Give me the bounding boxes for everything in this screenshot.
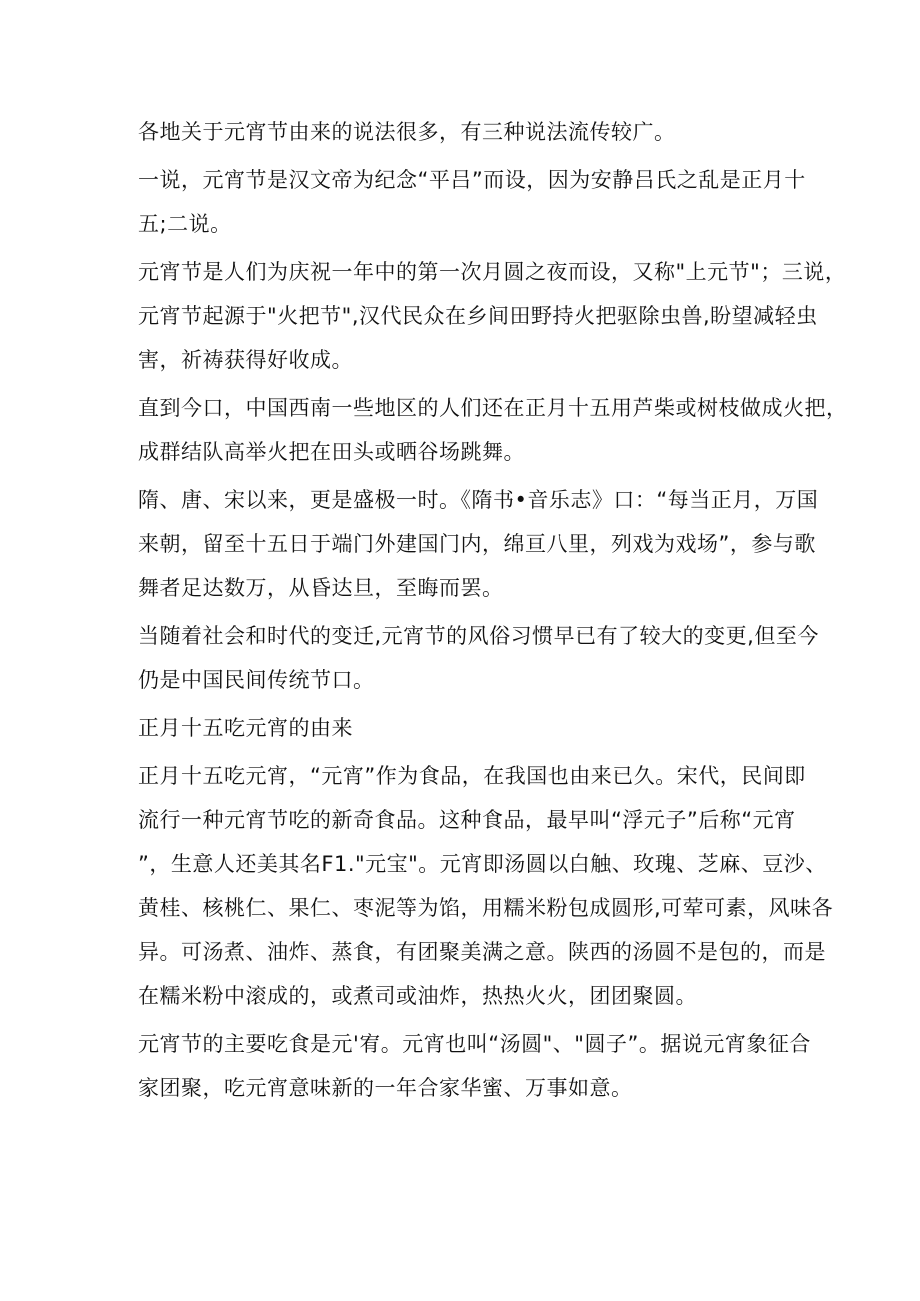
paragraph-second-third-theory bbox=[138, 250, 847, 382]
text-line: 舞者足达数万，从昏达旦，至晦而罢。 bbox=[138, 576, 504, 600]
text-line: 仍是中国民间传统节口。 bbox=[138, 668, 375, 692]
text-line: 黄桂、核桃仁、果仁、枣泥等为馅，用糯米粉包成圆形,可荤可素，风味各 bbox=[138, 896, 834, 920]
text-line: 在糯米粉中滚成的，或煮司或油炸，热热火火，团团聚圆。 bbox=[138, 984, 697, 1008]
text-line: 正月十五吃元宵的由来 bbox=[138, 716, 353, 740]
text-line: 家团聚，吃元宵意味新的一年合家华蜜、万事如意。 bbox=[138, 1076, 633, 1100]
text-line: 直到今口，中国西南一些地区的人们还在正月十五用芦柴或树枝做成火把， bbox=[138, 396, 848, 420]
paragraph-yuanxiao-food bbox=[138, 754, 834, 1018]
text-line: 流行一种元宵节吃的新奇食品。这种食品，最早叫“浮元子”后称“元宵 bbox=[138, 808, 796, 832]
paragraph-southwest-custom bbox=[138, 386, 848, 474]
text-line: 一说，元宵节是汉文帝为纪念“平吕”而设，因为安静吕氏之乱是正月十 bbox=[138, 168, 806, 192]
text-line: 元宵节的主要吃食是元'宥。元宵也叫“汤圆"、"圆子”。据说元宵象征合 bbox=[138, 1032, 811, 1056]
text-line: ”，生意人还美其名F1."元宝"。元宵即汤圆以白触、玫瑰、芝麻、豆沙、 bbox=[138, 852, 827, 876]
paragraph-sui-tang-song bbox=[138, 478, 819, 610]
section-heading bbox=[138, 706, 798, 750]
document-body bbox=[138, 110, 848, 1114]
text-line: 来朝，留至十五日于端门外建国门内，绵亘八里，列戏为戏场”，参与歌 bbox=[138, 532, 816, 556]
paragraph-changes bbox=[138, 614, 819, 702]
paragraph-reunion bbox=[138, 1022, 811, 1110]
text-line: 元宵节起源于"火把节",汉代民众在乡间田野持火把驱除虫兽,盼望减轻虫 bbox=[138, 304, 818, 328]
text-line: 异。可汤煮、油炸、蒸食，有团聚美满之意。陕西的汤圆不是包的，而是 bbox=[138, 940, 826, 964]
text-line: 正月十五吃元宵，“元宵”作为食品，在我国也由来已久。宋代，民间即 bbox=[138, 764, 806, 788]
text-line: 成群结队高举火把在田头或晒谷场跳舞。 bbox=[138, 440, 525, 464]
text-line: 当随着社会和时代的变迁,元宵节的风俗习惯早已有了较大的变更,但至今 bbox=[138, 624, 819, 648]
text-line: 害，祈祷获得好收成。 bbox=[138, 348, 353, 372]
text-line: 五;二说。 bbox=[138, 212, 232, 236]
paragraph-intro bbox=[138, 110, 798, 154]
text-line: 各地关于元宵节由来的说法很多，有三种说法流传较广。 bbox=[138, 120, 676, 144]
text-line: 元宵节是人们为庆祝一年中的第一次月圆之夜而设，又称"上元节"；三说， bbox=[138, 260, 847, 284]
paragraph-first-theory bbox=[138, 158, 806, 246]
text-line: 隋、唐、宋以来，更是盛极一时。《隋书•音乐志》口：“每当正月，万国 bbox=[138, 488, 819, 512]
